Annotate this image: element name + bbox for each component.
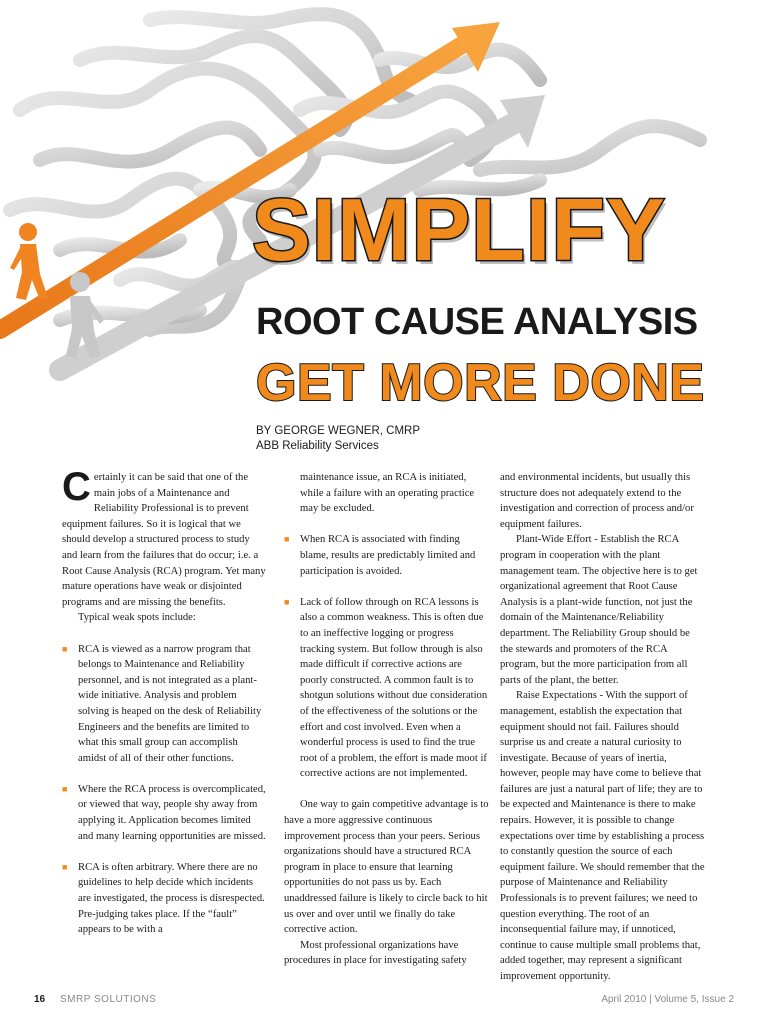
list-item: ■ RCA is viewed as a narrow program that belongs to Maintenance and Reliability personnel, and is not integrated as a plant-wide initiative. Analysis and problem solving is heaped on the desk of Reliability Engineers and the benefits are limited to what this small group can accomplish amidst of all of their other functions. <box>62 643 262 764</box>
article-column-1 <box>62 465 267 938</box>
list-item: ■ Lack of follow through on RCA lessons is also a common weakness. This is often due to an ineffective logging or progress tracking system. But follow through is also made difficult if corrective actions are poorly constructed. A common fault is to shotgun solutions without due consideration of the effectiveness of the solutions or the effort and cost involved. Even when a wonderful process is used to find the true root of a problem, the effort is made moot if corrective actions are not implemented. <box>284 596 488 780</box>
body-paragraph: One way to gain competitive advantage is to have a more aggressive continuous improvement process than your peers. Serious organizations should have a structured RCA program in place to ensure that learning opportunities do not pass us by. Each unaddressed failure is likely to circle back to hit us over and over until we finally do take corrective action. <box>284 799 489 936</box>
byline <box>256 424 420 454</box>
list-item-continued: maintenance issue, an RCA is initiated, while a failure with an operating practice may be excluded. <box>300 472 475 515</box>
article-column-2 <box>284 470 489 969</box>
author-name: BY GEORGE WEGNER, CMRP <box>256 425 421 437</box>
publication-name: SMRP SOLUTIONS <box>60 994 157 1005</box>
intro-paragraph: Certainly it can be said that one of the main jobs of a Maintenance and Reliability Professional is to prevent equipment failures. So it is logical that we should develop a structured process to study and learn from the failures that do occur; i.e. a Root Cause Analysis (RCA) program. Yet many mature operations have weak or disjointed programs and are missing the benefits. <box>62 465 266 608</box>
bullet-icon: ■ <box>62 783 68 794</box>
bullet-icon: ■ <box>62 861 68 872</box>
list-item: ■ Where the RCA process is overcomplicated, or viewed that way, people shy away from applying it. Application becomes limited and many learning opportunities are missed. <box>62 783 266 842</box>
maze-paths <box>10 14 700 330</box>
bullet-icon: ■ <box>284 596 290 607</box>
list-item: ■ When RCA is associated with finding blame, results are predictably limited and participation is avoided. <box>284 534 476 577</box>
list-item: ■ RCA is often arbitrary. Where there are no guidelines to help decide which incidents are investigated, the process is disrespected. Pre-judging takes place. If the “fault” appears to be with a <box>62 861 265 936</box>
orange-figure-icon <box>10 223 48 300</box>
drop-cap: C <box>62 465 91 509</box>
list-lead: Typical weak spots include: <box>78 612 196 624</box>
headline-tagline: GET MORE DONE <box>256 354 705 412</box>
page-number: 16 <box>34 994 46 1005</box>
bullet-icon: ■ <box>62 643 68 654</box>
page-footer <box>34 994 734 1008</box>
body-paragraph: Plant-Wide Effort - Establish the RCA program in cooperation with the plant management team. The objective here is to get organizational agreement that Root Cause Analysis is a plant-wide function, not just the domain of the Maintenance/Reliability department. The Reliability Group should be the stewards and promoters of the RCA program, but the more participation from all parts of the plant, the better. <box>500 534 698 686</box>
body-paragraph: Raise Expectations - With the support of management, establish the expectation that equipment should not fail. Failures should surprise us and create a natural curiosity to investigate. Because of years of inertia, however, people may have come to believe that failures are just a natural part of life; they are to be expected and Maintenance is there to make repairs. However, it is possible to change expectations over time by establishing a process to constantly question the source of each equipment failure. We should remember that the purpose of Maintenance and Reliability Professionals is to prevent failures; we need to question everything. The root of an inconsequential failure may, if unnoticed, continue to cause multiple small problems that, added together, may represent a significant improvement opportunity. <box>500 690 705 982</box>
body-paragraph: Most professional organizations have procedures in place for investigating safety <box>284 939 467 967</box>
author-affiliation: ABB Reliability Services <box>256 440 379 452</box>
headline-subtitle: ROOT CAUSE ANALYSIS <box>256 301 698 343</box>
bullet-icon: ■ <box>284 534 290 545</box>
issue-info: April 2010 | Volume 5, Issue 2 <box>601 994 734 1005</box>
body-paragraph-continued: and environmental incidents, but usually this structure does not adequately extend to the investigation and correction of process and/or equipment failures. <box>500 472 694 530</box>
article-column-3 <box>500 470 705 985</box>
headline-simplify: SIMPLIFY <box>252 180 666 279</box>
